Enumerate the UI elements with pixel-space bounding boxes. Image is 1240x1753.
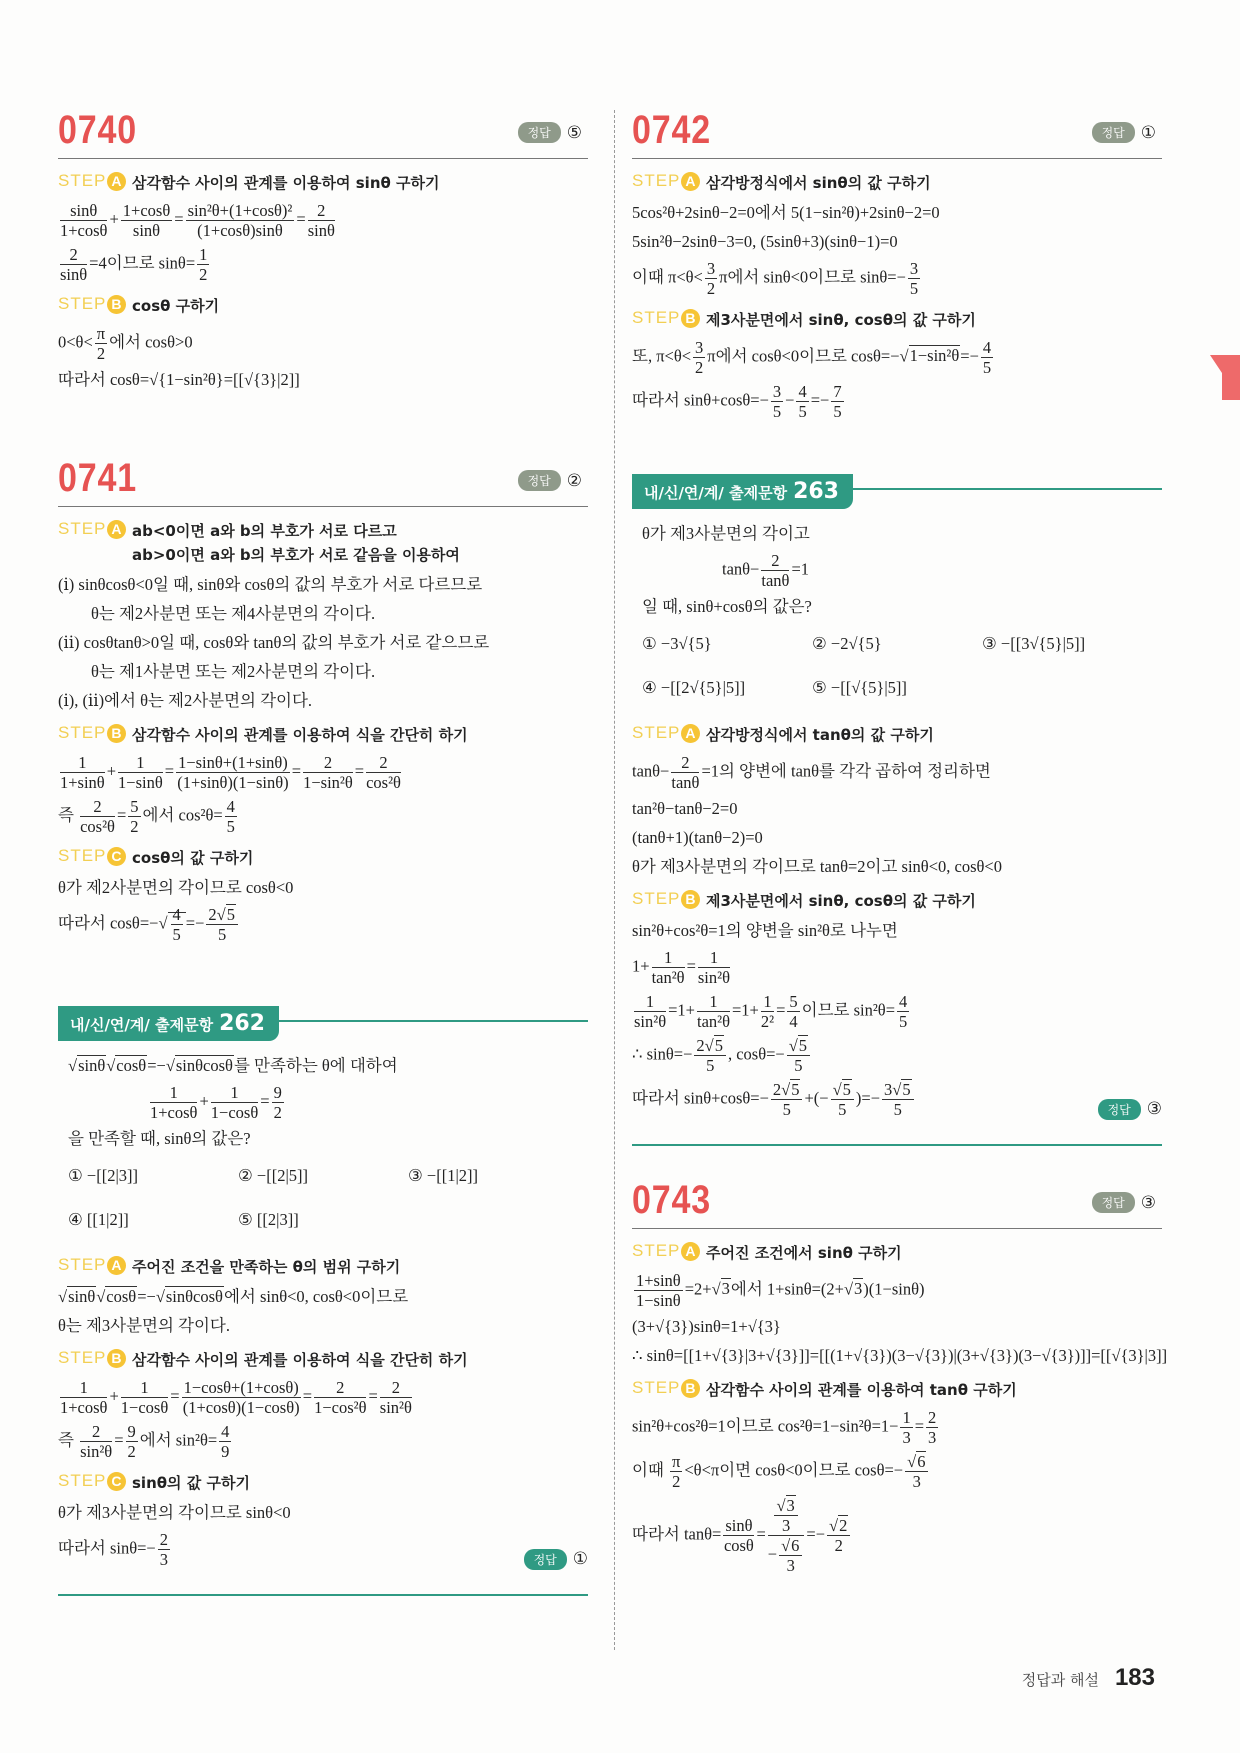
- answer-label: 정답: [1098, 1099, 1141, 1120]
- problem-number: 0742: [632, 108, 712, 152]
- step-b-header: [632, 308, 1162, 332]
- step-title: [706, 308, 976, 332]
- fraction: $\frac{1}{1+\sin\theta}$: [60, 753, 105, 792]
- question-line: 일 때, sinθ+cosθ의 값은?: [642, 597, 812, 616]
- choice-2: ② −[[2|5]]: [238, 1166, 309, 1185]
- question-line: θ가 제3사분면의 각이고: [642, 524, 810, 543]
- step-title-line: 삼각방정식에서 sinθ의 값 구하기: [706, 174, 931, 192]
- solution: [632, 723, 1162, 1119]
- fraction: $\frac{4}{5}$: [798, 382, 807, 421]
- step-letter-badge: B: [681, 1379, 700, 1398]
- choice-2: ② −2√{5}: [812, 634, 882, 653]
- section-end-line: [632, 1144, 1162, 1146]
- fraction: $\frac{√5}{5}$: [831, 1080, 854, 1119]
- page-number: 183: [1114, 1664, 1155, 1691]
- step-title: [132, 846, 253, 870]
- solution-line: tanθ− $\frac{2}{\tan\theta}$ =1의 양변에 tanθ를 각각 곱하여 정리하면: [632, 753, 991, 792]
- step-b-header: [58, 723, 588, 747]
- answer-badge: [1092, 122, 1156, 143]
- fraction: $\frac{2}{\text{sin²θ}}$: [80, 1422, 113, 1461]
- solution-line: (tanθ+1)(tanθ−2)=0: [632, 828, 763, 847]
- problem-0742: [632, 108, 1162, 426]
- answer-choices: [642, 627, 1162, 705]
- step-a-header: [58, 171, 588, 195]
- solution-line: 따라서 sinθ+cosθ=− $\frac{3}{5}$ − $\frac{4}{5}$ =− $\frac{7}{5}$: [632, 382, 842, 421]
- step-title: [132, 1348, 468, 1372]
- solution-line: θ는 제2사분면 또는 제4사분면의 각이다.: [58, 604, 376, 623]
- fraction: $\frac{\pi}{2}$: [96, 324, 106, 363]
- step-title-line: 삼각함수 사이의 관계를 이용하여 sinθ 구하기: [132, 174, 440, 192]
- linked-question-header: [58, 1006, 279, 1041]
- step-a-header: [58, 519, 588, 567]
- fraction: $\frac{5}{2}$: [130, 797, 139, 836]
- fraction: $\frac{4}{5}$: [982, 338, 992, 377]
- solution-line: $\frac{2}{\sin\theta}$ =4이므로 sinθ= $\frac{1}{2}$: [60, 245, 208, 284]
- fraction: $\frac{9}{2}$: [273, 1083, 282, 1122]
- linked-label: 내/신/연/계/ 출제문항: [644, 484, 788, 502]
- step-letter-badge: A: [107, 1256, 126, 1275]
- choice-1: ① −3√{5}: [642, 634, 712, 653]
- fraction: $\frac{√3}{3}$: [774, 1496, 797, 1535]
- answer-value: ②: [566, 470, 582, 490]
- linked-question-box: [632, 479, 1162, 705]
- step-label: [58, 723, 132, 743]
- fraction: $\frac{1+\cos\theta}{\sin\theta}$: [122, 201, 171, 240]
- solution-line: ∴ sinθ=− $\frac{2√5}{5}$ , cosθ=− $\frac{√5}{5}$: [632, 1036, 1162, 1075]
- step-word: STEP: [58, 1471, 107, 1490]
- answer-value: ③: [1146, 1099, 1162, 1118]
- answer-value: ③: [1140, 1192, 1156, 1212]
- solution-line: 이때 $\frac{\pi}{2}$ <θ<π이면 cosθ<0이므로 cosθ=− $\frac{√6}{3}$: [632, 1452, 1162, 1491]
- fraction: $\frac{4}{5}$: [226, 797, 235, 836]
- choice-3: ③ −[[3√{5}|5]]: [982, 634, 1086, 653]
- problem-0740: [58, 108, 588, 397]
- fraction: $\frac{2}{\text{1−sin²θ}}$: [303, 753, 353, 792]
- solution-line: 따라서 sinθ=− $\frac{2}{3}$: [58, 1530, 168, 1569]
- question-line: √sinθ√cosθ=−√sinθcosθ를 만족하는 θ에 대하여: [68, 1056, 398, 1075]
- step-a-header: [632, 723, 1162, 747]
- fraction: $\frac{\sin\theta}{\cos\theta}$: [723, 1516, 754, 1555]
- solution-line: θ가 제3사분면의 각이므로 sinθ<0: [58, 1503, 291, 1522]
- step-title-line: 삼각함수 사이의 관계를 이용하여 식을 간단히 하기: [132, 726, 468, 744]
- step-title-line: 삼각방정식에서 tanθ의 값 구하기: [706, 726, 934, 744]
- solution-line: θ는 제3사분면의 각이다.: [58, 1316, 230, 1335]
- step-word: STEP: [58, 846, 107, 865]
- fraction: $\frac{√3}{3}$ − $\frac{√6}{3}$: [768, 1496, 805, 1575]
- solution-line: $\frac{1}{1+\cos\theta}$ + $\frac{1}{1-\cos\theta}$ = $\frac{1-\cos\theta+(1+\cos\theta)}{(1+\cos\theta)(1-\cos\theta)}$ = $\frac{2}{\text{1−cos²θ}}$ = $\frac{2}{\text{sin²θ}}$: [60, 1378, 412, 1417]
- solution-line: 따라서 cosθ=√{1−sin²θ}=[[√{3}|2]]: [58, 370, 300, 389]
- linked-question-header: [632, 474, 853, 509]
- step-label: [58, 519, 132, 539]
- step-a-header: [632, 171, 1162, 195]
- step-title-line: cosθ의 값 구하기: [132, 849, 254, 867]
- answer-choices: [68, 1159, 588, 1237]
- problem-header: [632, 1178, 1162, 1229]
- solution-line: 따라서 sinθ+cosθ=− $\frac{2√5}{5}$ +(− $\frac{√5}{5}$ )=− $\frac{3√5}{5}$: [632, 1080, 1162, 1119]
- problem-number: 0740: [58, 108, 138, 152]
- step-title: [132, 171, 440, 195]
- step-title-line: 주어진 조건을 만족하는 θ의 범위 구하기: [132, 1258, 401, 1276]
- problem-header: [632, 108, 1162, 159]
- step-title-line: 삼각함수 사이의 관계를 이용하여 tanθ 구하기: [706, 1381, 1017, 1399]
- fraction: $\frac{\sin\theta}{1+\cos\theta}$: [60, 201, 108, 240]
- step-title-line: 주어진 조건에서 sinθ 구하기: [706, 1244, 902, 1262]
- step-title: [706, 889, 976, 913]
- step-c-header: [58, 846, 588, 870]
- answer-value: ①: [572, 1549, 588, 1568]
- step-title-line: cosθ 구하기: [132, 297, 220, 315]
- step-word: STEP: [632, 889, 681, 908]
- step-title-line: ab<0이면 a와 b의 부호가 서로 다르고: [132, 522, 397, 540]
- step-word: STEP: [58, 519, 107, 538]
- step-b-header: [632, 1378, 1162, 1402]
- step-label: [632, 1241, 706, 1261]
- column-divider: [614, 110, 615, 1650]
- solution-line: (ⅰ), (ⅱ)에서 θ는 제2사분면의 각이다.: [58, 691, 313, 710]
- step-label: [632, 723, 706, 743]
- question-body: [58, 1054, 588, 1237]
- fraction: $\frac{2√5}{5}$: [694, 1036, 726, 1075]
- fraction: $\frac{2}{3}$: [928, 1408, 937, 1447]
- step-c-header: [58, 1471, 588, 1495]
- solution-line: 5sin²θ−2sinθ−3=0, (5sinθ+3)(sinθ−1)=0: [632, 232, 898, 251]
- problem-0743: [632, 1178, 1168, 1580]
- answer-value: ①: [1140, 122, 1156, 142]
- fraction: $\frac{1-\sin\theta+(1+\sin\theta)}{(1+\sin\theta)(1-\sin\theta)}$: [177, 753, 289, 792]
- solution-line: 즉 $\frac{2}{\text{cos²θ}}$ = $\frac{5}{2}$ 에서 cos²θ= $\frac{4}{5}$: [58, 797, 235, 836]
- step-letter-badge: B: [681, 309, 700, 328]
- step-word: STEP: [58, 1255, 107, 1274]
- step-title-line: 삼각함수 사이의 관계를 이용하여 식을 간단히 하기: [132, 1351, 468, 1369]
- fraction: $\frac{2}{\sin\theta}$: [307, 201, 335, 240]
- linked-number: 263: [793, 479, 839, 504]
- step-a-header: [632, 1241, 1162, 1265]
- fraction: $\frac{√6}{3}$: [905, 1452, 928, 1491]
- step-title: [132, 519, 460, 567]
- step-letter-badge: B: [681, 890, 700, 909]
- solution-line: θ는 제1사분면 또는 제2사분면의 각이다.: [58, 662, 376, 681]
- fraction: $\frac{2}{3}$: [159, 1530, 168, 1569]
- fraction: $\frac{2}{\tan\theta}$: [671, 753, 700, 792]
- solution-line: tan²θ−tanθ−2=0: [632, 799, 738, 818]
- solution-line: $\frac{\sin\theta}{1+\cos\theta}$ + $\frac{1+\cos\theta}{\sin\theta}$ = $\frac{\text{sin²θ+(1+cosθ)²}}{(1+\cos\theta)\sin\theta}$ = $\frac{2}{\sin\theta}$: [60, 201, 335, 240]
- step-word: STEP: [632, 1241, 681, 1260]
- step-letter-badge: A: [681, 172, 700, 191]
- question-line: tanθ− $\frac{2}{\tan\theta}$ =1: [722, 551, 809, 590]
- step-title: [132, 723, 468, 747]
- problem-number: 0741: [58, 456, 138, 500]
- fraction: $\frac{1}{\text{tan²θ}}$: [696, 992, 730, 1031]
- linked-number: 262: [219, 1011, 265, 1036]
- answer-label: 정답: [518, 122, 561, 143]
- step-label: [632, 171, 706, 191]
- step-word: STEP: [58, 723, 107, 742]
- answer-value: ⑤: [566, 122, 582, 142]
- problem-header: [58, 456, 588, 507]
- fraction: $\frac{4}{5}$: [899, 992, 908, 1031]
- step-title: [706, 723, 934, 747]
- step-letter-badge: A: [107, 520, 126, 539]
- step-title-line: ab>0이면 a와 b의 부호가 서로 같음을 이용하여: [132, 546, 460, 564]
- fraction: $\frac{2}{\text{sin²θ}}$: [379, 1378, 412, 1417]
- fraction: $\frac{√2}{2}$: [827, 1516, 850, 1555]
- fraction: $\frac{2}{\text{1−cos²θ}}$: [314, 1378, 367, 1417]
- fraction: $\frac{1}{1-\cos\theta}$: [120, 1378, 169, 1417]
- fraction: $\frac{2}{\tan\theta}$: [761, 551, 790, 590]
- solution-line: 0<θ< $\frac{\pi}{2}$ 에서 cosθ>0: [58, 324, 193, 363]
- step-letter-badge: A: [681, 724, 700, 743]
- fraction: $\frac{2}{\text{cos²θ}}$: [366, 753, 401, 792]
- step-letter-badge: B: [107, 724, 126, 743]
- solution-line: θ가 제3사분면의 각이므로 tanθ=2이고 sinθ<0, cosθ<0: [632, 857, 1002, 876]
- linked-question-263: [632, 474, 1162, 1146]
- question-line: 을 만족할 때, sinθ의 값은?: [68, 1129, 251, 1148]
- solution: [58, 1255, 588, 1569]
- choice-5: ⑤ [[2|3]]: [238, 1210, 299, 1229]
- linked-question-box: [58, 1011, 588, 1237]
- step-label: [58, 1471, 132, 1491]
- fraction: $\frac{2}{\text{cos²θ}}$: [80, 797, 115, 836]
- fraction: $\frac{\text{sin²θ+(1+cosθ)²}}{(1+\cos\theta)\sin\theta}$: [187, 201, 293, 240]
- problem-number: 0743: [632, 1178, 712, 1222]
- choice-3: ③ −[[1|2]]: [408, 1166, 479, 1185]
- step-letter-badge: C: [107, 847, 126, 866]
- step-label: [58, 171, 132, 191]
- fraction: $\frac{1}{\text{sin²θ}}$: [634, 992, 667, 1031]
- question-line: $\frac{1}{1+\cos\theta}$ + $\frac{1}{1-\cos\theta}$ = $\frac{9}{2}$: [150, 1083, 282, 1122]
- step-word: STEP: [58, 171, 107, 190]
- step-letter-badge: B: [107, 1349, 126, 1368]
- solution-line: $\frac{1+\sin\theta}{1-\sin\theta}$ =2+√3에서 1+sinθ=(2+√3)(1−sinθ): [636, 1271, 925, 1310]
- step-b-header: [58, 1348, 588, 1372]
- fraction: $\frac{4}{5}$: [172, 905, 181, 944]
- solution-line: 즉 $\frac{2}{\text{sin²θ}}$ = $\frac{9}{2}$ 에서 sin²θ= $\frac{4}{9}$: [58, 1422, 230, 1461]
- choice-4: ④ [[1|2]]: [68, 1210, 129, 1229]
- step-label: [632, 308, 706, 328]
- step-label: [58, 294, 132, 314]
- step-word: STEP: [58, 294, 107, 313]
- fraction: $\frac{\pi}{2}$: [672, 1452, 681, 1491]
- fraction: $\frac{√5}{5}$: [787, 1036, 810, 1075]
- answer-label: 정답: [524, 1549, 567, 1570]
- solution-line: 5cos²θ+2sinθ−2=0에서 5(1−sin²θ)+2sinθ−2=0: [632, 203, 940, 222]
- step-a-header: [58, 1255, 588, 1279]
- solution-line: θ가 제2사분면의 각이므로 cosθ<0: [58, 878, 294, 897]
- linked-question-262: [58, 1006, 588, 1596]
- solution-line: sin²θ+cos²θ=1의 양변을 sin²θ로 나누면: [632, 921, 898, 940]
- step-letter-badge: A: [681, 1242, 700, 1261]
- step-title: [706, 1241, 902, 1265]
- step-title-line: sinθ의 값 구하기: [132, 1474, 250, 1492]
- fraction: $\frac{3}{2}$: [695, 338, 704, 377]
- solution-line: √sinθ√cosθ=−√sinθcosθ에서 sinθ<0, cosθ<0이므로: [58, 1287, 409, 1306]
- linked-label: 내/신/연/계/ 출제문항: [70, 1016, 214, 1034]
- fraction: $\frac{√6}{3}$: [779, 1536, 802, 1575]
- solution-line: $\frac{1}{1+\sin\theta}$ + $\frac{1}{1-\sin\theta}$ = $\frac{1-\sin\theta+(1+\sin\theta)}{(1+\sin\theta)(1-\sin\theta)}$ = $\frac{2}{\text{1−sin²θ}}$ = $\frac{2}{\text{cos²θ}}$: [60, 753, 401, 792]
- solution-line: 1+ $\frac{1}{\text{tan²θ}}$ = $\frac{1}{\text{sin²θ}}$: [632, 948, 730, 987]
- solution-line: ∴ sinθ=[[1+√{3}|3+√{3}]]=[[(1+√{3})(3−√{3})|(3+√{3})(3−√{3})]]=[[√{3}|3]]: [632, 1346, 1168, 1365]
- fraction: $\frac{1-\cos\theta+(1+\cos\theta)}{(1+\cos\theta)(1-\cos\theta)}$: [182, 1378, 300, 1417]
- fraction: $\frac{3}{5}$: [772, 382, 782, 421]
- solution-line: $\frac{1}{\text{sin²θ}}$ =1+ $\frac{1}{\text{tan²θ}}$ =1+ $\frac{1}{\text{2²}}$ = $\frac{5}{4}$ 이므로 sin²θ= $\frac{4}{5}$: [634, 992, 908, 1031]
- fraction: $\frac{1}{1-\sin\theta}$: [118, 753, 163, 792]
- step-title: [706, 171, 931, 195]
- fraction: $\frac{3√5}{5}$: [882, 1080, 914, 1119]
- step-title: [132, 1471, 250, 1495]
- fraction: $\frac{1}{1-\cos\theta}$: [210, 1083, 259, 1122]
- chapter-tab: [1210, 355, 1240, 400]
- section-end-line: [58, 1594, 588, 1596]
- step-word: STEP: [58, 1348, 107, 1367]
- step-letter-badge: C: [107, 1472, 126, 1491]
- fraction: $\frac{4}{9}$: [221, 1422, 230, 1461]
- step-label: [58, 846, 132, 866]
- fraction: $\frac{1}{\text{sin²θ}}$: [697, 948, 730, 987]
- answer-label: 정답: [1092, 122, 1135, 143]
- step-word: STEP: [632, 171, 681, 190]
- step-letter-badge: B: [107, 295, 126, 314]
- fraction: $\frac{3}{5}$: [909, 259, 919, 298]
- answer-badge: [1092, 1192, 1156, 1213]
- fraction: $\frac{1}{1+\cos\theta}$: [150, 1083, 198, 1122]
- fraction: $\frac{9}{2}$: [127, 1422, 136, 1461]
- solution-line: 따라서 tanθ= $\frac{\sin\theta}{\cos\theta}$ = $\frac{√3}{3}$ − $\frac{√6}{3}$ =− $\frac{√2}{2}$: [632, 1496, 1162, 1575]
- step-title: [132, 294, 219, 318]
- step-b-header: [58, 294, 588, 318]
- fraction: $\frac{1}{2}$: [199, 245, 208, 284]
- choice-1: ① −[[2|3]]: [68, 1166, 139, 1185]
- step-label: [632, 889, 706, 909]
- step-label: [58, 1255, 132, 1275]
- fraction: $\frac{2}{\sin\theta}$: [60, 245, 88, 284]
- fraction: $\frac{5}{4}$: [789, 992, 798, 1031]
- step-label: [58, 1348, 132, 1368]
- step-title-line: 제3사분면에서 sinθ, cosθ의 값 구하기: [706, 892, 976, 910]
- fraction: $\frac{1}{3}$: [902, 1408, 911, 1447]
- solution-line: 이때 π<θ< $\frac{3}{2}$ π에서 sinθ<0이므로 sinθ=− $\frac{3}{5}$: [632, 259, 919, 298]
- step-word: STEP: [632, 308, 681, 327]
- solution-line: sin²θ+cos²θ=1이므로 cos²θ=1−sin²θ=1− $\frac{1}{3}$ = $\frac{2}{3}$: [632, 1408, 937, 1447]
- step-title: [706, 1378, 1017, 1402]
- answer-label: 정답: [518, 470, 561, 491]
- page-footer: [1022, 1664, 1155, 1692]
- step-title-line: 제3사분면에서 sinθ, cosθ의 값 구하기: [706, 311, 976, 329]
- fraction: $\frac{1}{\text{2²}}$: [760, 992, 775, 1031]
- answer-badge: [518, 122, 582, 143]
- footer-title: 정답과 해설: [1021, 1671, 1099, 1689]
- solution-line: (3+√{3})sinθ=1+√{3}: [632, 1317, 781, 1336]
- fraction: $\frac{2√5}{5}$: [206, 905, 238, 944]
- fraction: $\frac{7}{5}$: [833, 382, 842, 421]
- fraction: $\frac{3}{2}$: [706, 259, 716, 298]
- fraction: $\frac{1}{\text{tan²θ}}$: [651, 948, 685, 987]
- solution-line: (ⅱ) cosθtanθ>0일 때, cosθ와 tanθ의 값의 부호가 서로 같으므로: [58, 633, 490, 652]
- question-body: [632, 522, 1162, 705]
- solution-line: (ⅰ) sinθcosθ<0일 때, sinθ와 cosθ의 값의 부호가 서로 다르므로: [58, 575, 483, 594]
- step-word: STEP: [632, 723, 681, 742]
- step-label: [632, 1378, 706, 1398]
- fraction: $\frac{1+\sin\theta}{1-\sin\theta}$: [636, 1271, 681, 1310]
- answer-label: 정답: [1092, 1192, 1135, 1213]
- problem-0741: [58, 456, 588, 949]
- fraction: $\frac{2√5}{5}$: [771, 1080, 803, 1119]
- choice-4: ④ −[[2√{5}|5]]: [642, 678, 746, 697]
- fraction: $\frac{1}{1+\cos\theta}$: [60, 1378, 108, 1417]
- step-title: [132, 1255, 400, 1279]
- problem-header: [58, 108, 588, 159]
- step-b-header: [632, 889, 1162, 913]
- step-letter-badge: A: [107, 172, 126, 191]
- step-word: STEP: [632, 1378, 681, 1397]
- choice-5: ⑤ −[[√{5}|5]]: [812, 678, 907, 697]
- answer-badge: [518, 470, 582, 491]
- solution-line: 또, π<θ< $\frac{3}{2}$ π에서 cosθ<0이므로 cosθ=−√1−sin²θ=− $\frac{4}{5}$: [632, 338, 992, 377]
- solution-line: 따라서 cosθ=−√ $\frac{4}{5}$ =− $\frac{2√5}{5}$: [58, 905, 588, 944]
